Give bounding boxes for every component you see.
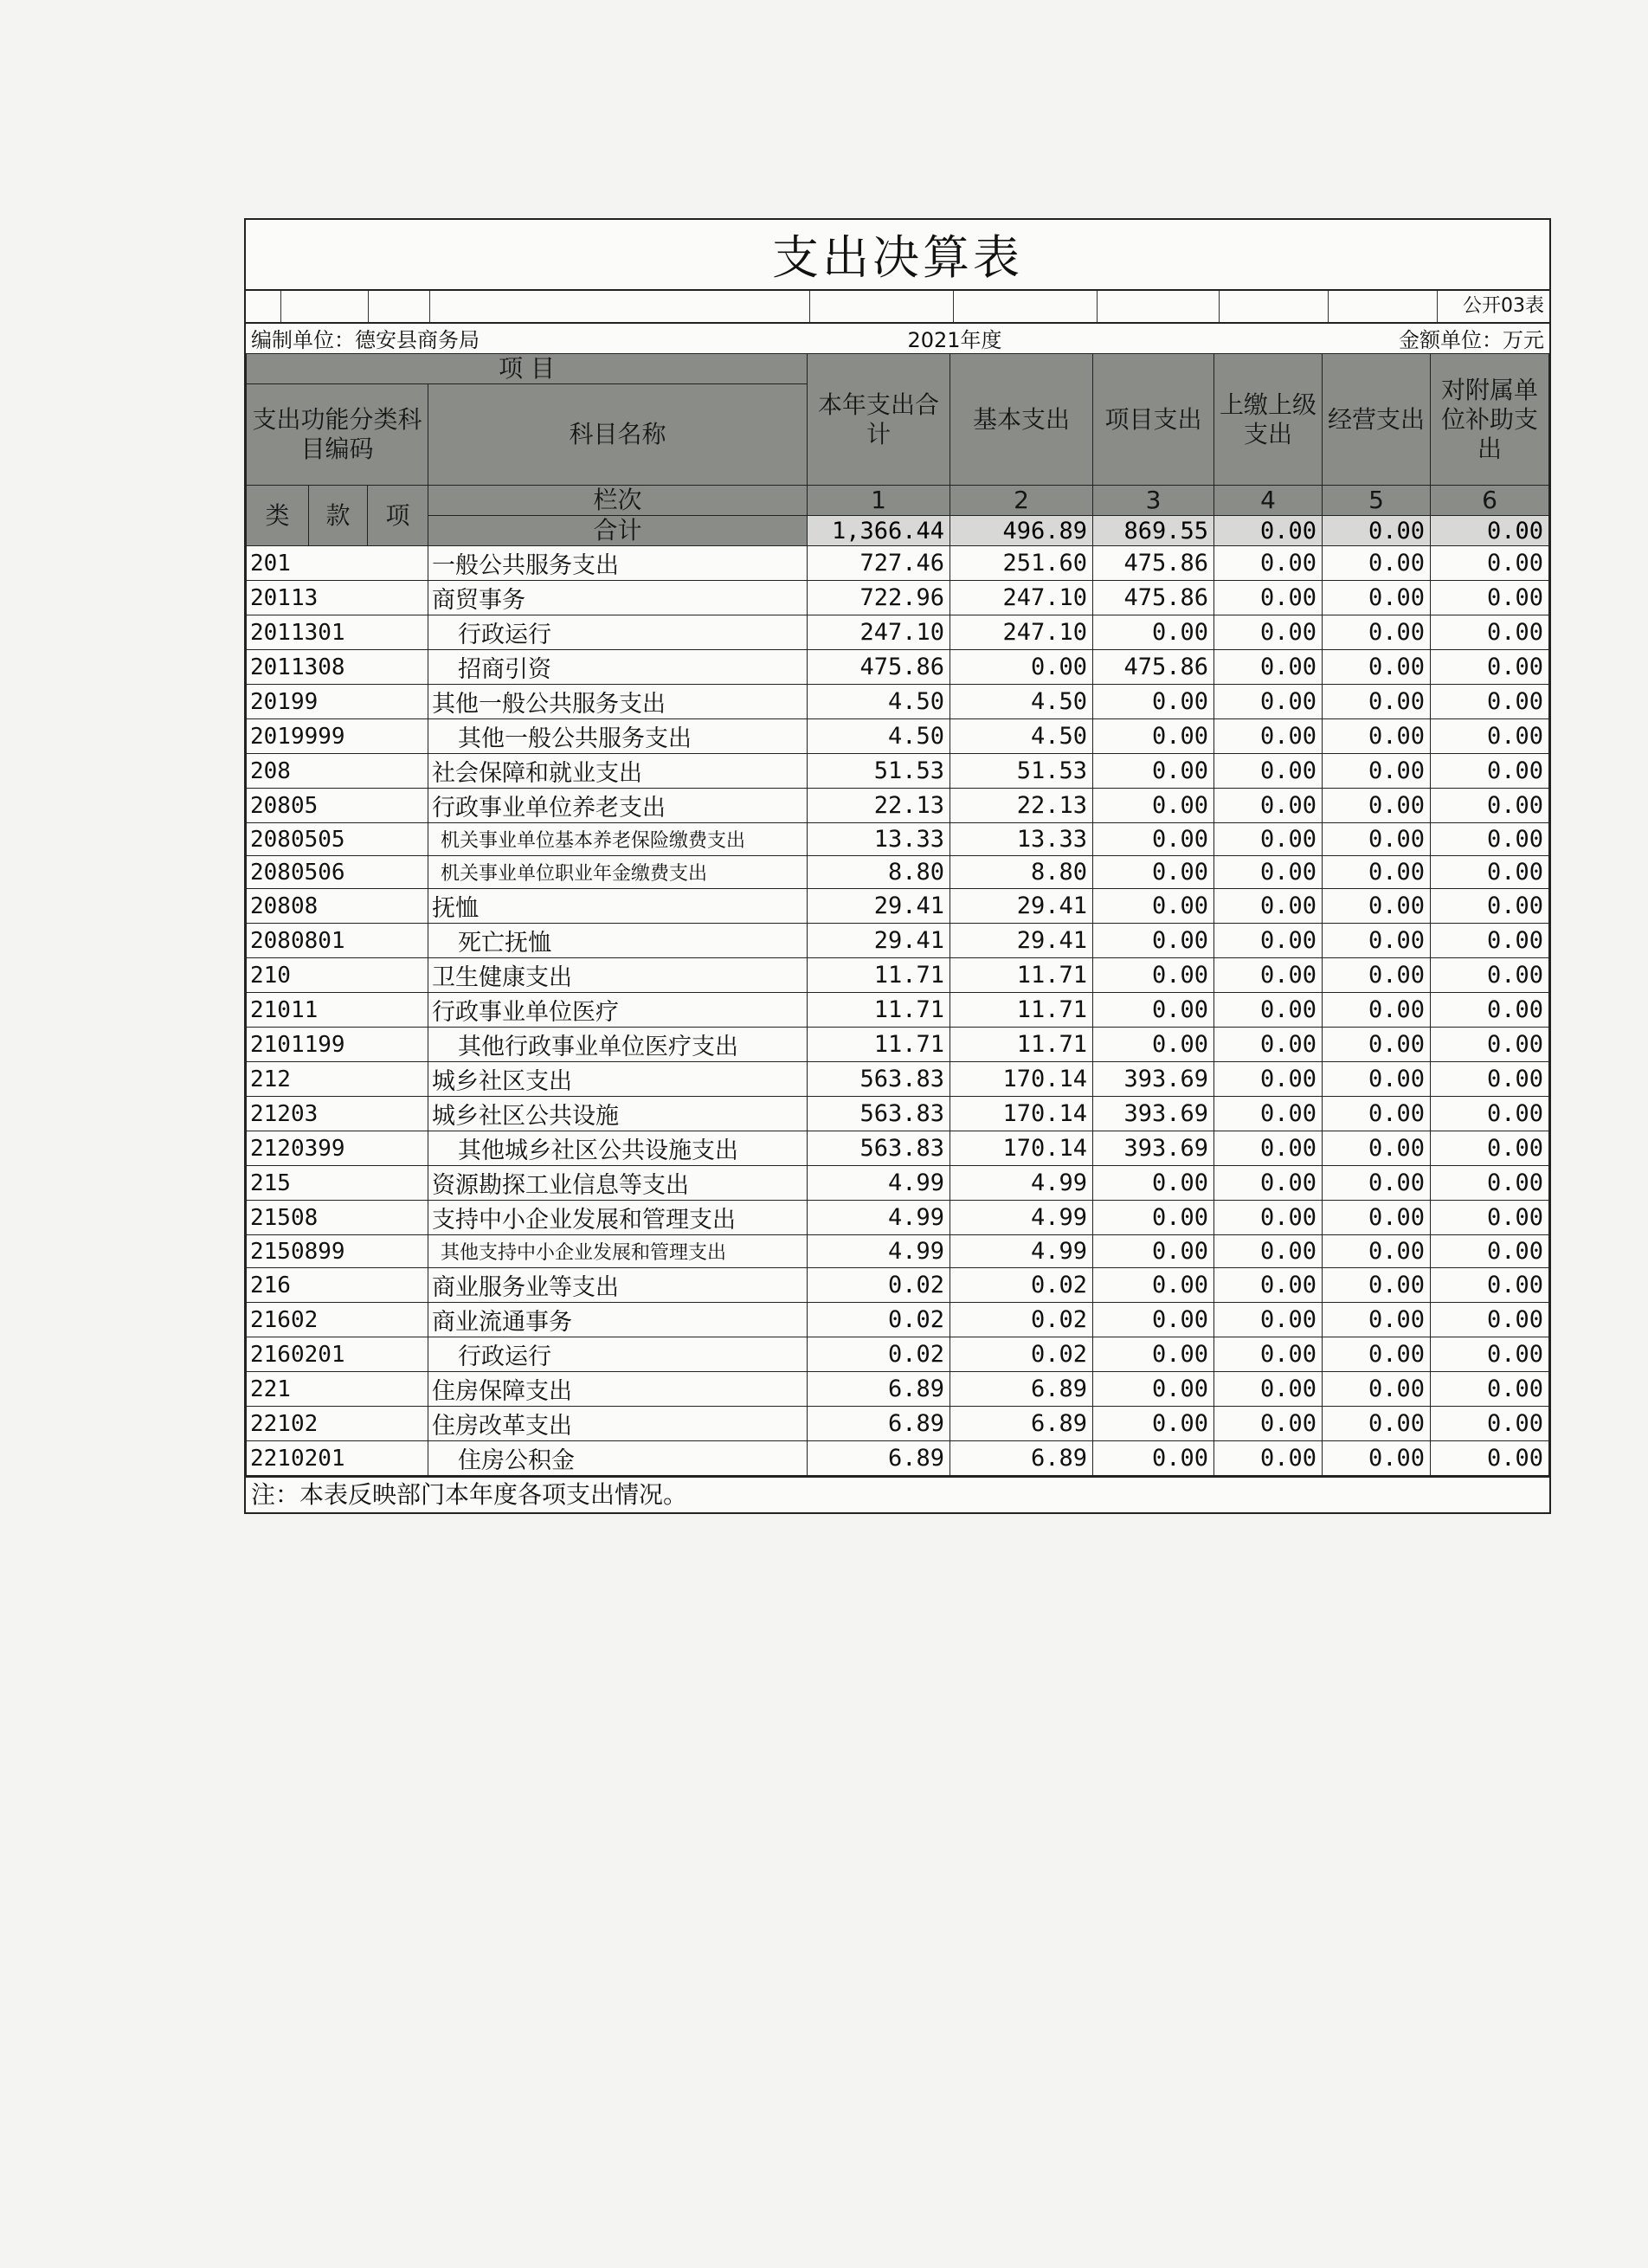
amount-cell: 0.00 — [1431, 823, 1549, 856]
table-row — [247, 1407, 1549, 1441]
amount-cell: 6.89 — [808, 1372, 950, 1407]
header-code-group: 支出功能分类科目编码 — [247, 384, 428, 486]
col-header-subsidy: 对附属单位补助支出 — [1431, 354, 1549, 486]
amount-cell: 0.00 — [1323, 924, 1431, 958]
amount-cell: 0.00 — [1323, 1268, 1431, 1303]
amount-cell: 0.00 — [1093, 993, 1214, 1028]
amount-cell: 0.00 — [1214, 823, 1323, 856]
subject-name: 行政事业单位医疗 — [428, 993, 808, 1028]
amount-cell: 0.00 — [1214, 993, 1323, 1028]
amount-cell: 247.10 — [950, 615, 1093, 650]
subject-code: 2120399 — [247, 1131, 428, 1166]
amount-cell: 0.00 — [1214, 1303, 1323, 1337]
table-row — [247, 1131, 1549, 1166]
amount-cell: 475.86 — [1093, 650, 1214, 685]
table-row — [247, 1235, 1549, 1268]
amount-cell: 0.00 — [1214, 1166, 1323, 1201]
amount-cell: 0.00 — [1093, 889, 1214, 924]
amount-cell: 13.33 — [808, 823, 950, 856]
col-num-2: 2 — [950, 486, 1093, 516]
unit-label: 金额单位：万元 — [1399, 328, 1544, 352]
amount-cell: 51.53 — [950, 754, 1093, 789]
amount-cell: 4.50 — [808, 685, 950, 719]
amount-cell: 0.00 — [1214, 1235, 1323, 1268]
subject-name: 住房公积金 — [428, 1441, 808, 1476]
subject-code: 2101199 — [247, 1028, 428, 1062]
amount-cell: 0.00 — [1323, 993, 1431, 1028]
amount-cell: 0.00 — [1214, 1028, 1323, 1062]
amount-cell: 4.99 — [950, 1201, 1093, 1235]
meta-grid-row — [246, 291, 1549, 324]
amount-cell: 0.00 — [1093, 1235, 1214, 1268]
subject-code: 216 — [247, 1268, 428, 1303]
amount-cell: 0.00 — [1323, 685, 1431, 719]
amount-cell: 0.02 — [808, 1303, 950, 1337]
col-header-basic: 基本支出 — [950, 354, 1093, 486]
amount-cell: 0.00 — [1214, 650, 1323, 685]
col-num-4: 4 — [1214, 486, 1323, 516]
amount-cell: 0.00 — [1431, 1028, 1549, 1062]
total-label: 合计 — [428, 516, 808, 546]
subject-name: 社会保障和就业支出 — [428, 754, 808, 789]
table-row — [247, 685, 1549, 719]
amount-cell: 29.41 — [950, 889, 1093, 924]
subject-code: 21011 — [247, 993, 428, 1028]
amount-cell: 0.00 — [1431, 1097, 1549, 1131]
subject-code: 2080505 — [247, 823, 428, 856]
amount-cell: 0.00 — [1214, 924, 1323, 958]
amount-cell: 0.00 — [1323, 789, 1431, 823]
table-row — [247, 1303, 1549, 1337]
subject-name: 招商引资 — [428, 650, 808, 685]
amount-cell: 6.89 — [950, 1372, 1093, 1407]
subject-code: 20199 — [247, 685, 428, 719]
total-value: 0.00 — [1323, 516, 1431, 546]
amount-cell: 0.00 — [1093, 1303, 1214, 1337]
subject-name: 资源勘探工业信息等支出 — [428, 1166, 808, 1201]
amount-cell: 6.89 — [808, 1441, 950, 1476]
subject-name: 住房保障支出 — [428, 1372, 808, 1407]
amount-cell: 0.00 — [1214, 889, 1323, 924]
subject-code: 20808 — [247, 889, 428, 924]
amount-cell: 6.89 — [950, 1441, 1093, 1476]
table-row — [247, 924, 1549, 958]
amount-cell: 0.00 — [1323, 615, 1431, 650]
amount-cell: 0.00 — [1431, 993, 1549, 1028]
col-header-remit: 上缴上级支出 — [1214, 354, 1323, 486]
subject-code: 201 — [247, 546, 428, 581]
subject-name: 商业服务业等支出 — [428, 1268, 808, 1303]
table-row — [247, 1372, 1549, 1407]
amount-cell: 29.41 — [950, 924, 1093, 958]
amount-cell: 6.89 — [950, 1407, 1093, 1441]
subject-name: 行政运行 — [428, 615, 808, 650]
subject-name: 行政运行 — [428, 1337, 808, 1372]
amount-cell: 4.99 — [808, 1201, 950, 1235]
amount-cell: 0.00 — [1431, 719, 1549, 754]
amount-cell: 0.00 — [1214, 1201, 1323, 1235]
amount-cell: 0.00 — [1431, 1062, 1549, 1097]
amount-cell: 0.00 — [1214, 581, 1323, 615]
amount-cell: 0.00 — [1431, 856, 1549, 889]
amount-cell: 0.00 — [1214, 546, 1323, 581]
amount-cell: 11.71 — [808, 1028, 950, 1062]
amount-cell: 0.00 — [1323, 1235, 1431, 1268]
amount-cell: 0.00 — [1214, 789, 1323, 823]
amount-cell: 0.00 — [1431, 1268, 1549, 1303]
table-row — [247, 1201, 1549, 1235]
subject-name: 商贸事务 — [428, 581, 808, 615]
amount-cell: 0.00 — [1093, 1372, 1214, 1407]
total-value: 0.00 — [1431, 516, 1549, 546]
amount-cell: 0.00 — [1323, 650, 1431, 685]
amount-cell: 8.80 — [808, 856, 950, 889]
total-value: 496.89 — [950, 516, 1093, 546]
amount-cell: 393.69 — [1093, 1131, 1214, 1166]
amount-cell: 0.00 — [1431, 754, 1549, 789]
amount-cell: 0.00 — [1323, 581, 1431, 615]
amount-cell: 0.00 — [1093, 685, 1214, 719]
amount-cell: 4.50 — [808, 719, 950, 754]
amount-cell: 0.00 — [1323, 1407, 1431, 1441]
table-row — [247, 1062, 1549, 1097]
subject-name: 其他一般公共服务支出 — [428, 719, 808, 754]
subject-code: 221 — [247, 1372, 428, 1407]
table-row — [247, 823, 1549, 856]
amount-cell: 0.00 — [1093, 719, 1214, 754]
amount-cell: 0.00 — [1093, 1201, 1214, 1235]
subject-name: 其他支持中小企业发展和管理支出 — [428, 1235, 808, 1268]
amount-cell: 0.02 — [950, 1337, 1093, 1372]
amount-cell: 0.00 — [1323, 1062, 1431, 1097]
header-lei: 类 — [247, 486, 309, 546]
subject-code: 212 — [247, 1062, 428, 1097]
amount-cell: 563.83 — [808, 1131, 950, 1166]
amount-cell: 393.69 — [1093, 1097, 1214, 1131]
amount-cell: 0.00 — [1323, 823, 1431, 856]
amount-cell: 251.60 — [950, 546, 1093, 581]
amount-cell: 0.00 — [1214, 1097, 1323, 1131]
subject-name: 支持中小企业发展和管理支出 — [428, 1201, 808, 1235]
amount-cell: 0.02 — [950, 1268, 1093, 1303]
amount-cell: 0.02 — [950, 1303, 1093, 1337]
amount-cell: 0.00 — [1431, 924, 1549, 958]
subject-code: 2019999 — [247, 719, 428, 754]
amount-cell: 0.00 — [1323, 1097, 1431, 1131]
table-row — [247, 856, 1549, 889]
table-row — [247, 1097, 1549, 1131]
amount-cell: 0.00 — [1431, 581, 1549, 615]
amount-cell: 0.00 — [1214, 1372, 1323, 1407]
amount-cell: 4.50 — [950, 685, 1093, 719]
amount-cell: 0.00 — [1431, 789, 1549, 823]
amount-cell: 0.00 — [1093, 1028, 1214, 1062]
amount-cell: 29.41 — [808, 889, 950, 924]
subject-code: 2011308 — [247, 650, 428, 685]
subject-code: 2011301 — [247, 615, 428, 650]
amount-cell: 0.00 — [1323, 719, 1431, 754]
subject-name: 其他城乡社区公共设施支出 — [428, 1131, 808, 1166]
subject-code: 208 — [247, 754, 428, 789]
amount-cell: 0.00 — [1431, 1337, 1549, 1372]
amount-cell: 0.00 — [1093, 1166, 1214, 1201]
amount-cell: 0.00 — [1431, 1166, 1549, 1201]
total-value: 0.00 — [1214, 516, 1323, 546]
amount-cell: 0.00 — [1093, 823, 1214, 856]
expenditure-table — [246, 353, 1549, 1476]
subject-code: 215 — [247, 1166, 428, 1201]
subject-code: 2210201 — [247, 1441, 428, 1476]
subject-name: 其他行政事业单位医疗支出 — [428, 1028, 808, 1062]
subject-name: 抚恤 — [428, 889, 808, 924]
subject-code: 22102 — [247, 1407, 428, 1441]
table-body — [247, 546, 1549, 1476]
subject-name: 死亡抚恤 — [428, 924, 808, 958]
table-row — [247, 719, 1549, 754]
col-num-5: 5 — [1323, 486, 1431, 516]
amount-cell: 0.00 — [1093, 924, 1214, 958]
amount-cell: 0.00 — [950, 650, 1093, 685]
amount-cell: 0.02 — [808, 1268, 950, 1303]
amount-cell: 0.00 — [1214, 1407, 1323, 1441]
table-row — [247, 1441, 1549, 1476]
amount-cell: 0.00 — [1093, 1407, 1214, 1441]
amount-cell: 11.71 — [808, 958, 950, 993]
col-header-operation: 经营支出 — [1323, 354, 1431, 486]
table-row — [247, 581, 1549, 615]
amount-cell: 0.00 — [1323, 546, 1431, 581]
table-row — [247, 889, 1549, 924]
amount-cell: 563.83 — [808, 1062, 950, 1097]
amount-cell: 0.00 — [1214, 856, 1323, 889]
col-num-6: 6 — [1431, 486, 1549, 516]
amount-cell: 29.41 — [808, 924, 950, 958]
subject-code: 20805 — [247, 789, 428, 823]
amount-cell: 0.00 — [1431, 546, 1549, 581]
amount-cell: 0.00 — [1431, 650, 1549, 685]
subject-code: 210 — [247, 958, 428, 993]
amount-cell: 4.99 — [950, 1235, 1093, 1268]
amount-cell: 11.71 — [808, 993, 950, 1028]
col-header-project: 项目支出 — [1093, 354, 1214, 486]
amount-cell: 0.00 — [1214, 1131, 1323, 1166]
subject-name: 城乡社区公共设施 — [428, 1097, 808, 1131]
header-lanci: 栏次 — [428, 486, 808, 516]
amount-cell: 0.00 — [1093, 1268, 1214, 1303]
amount-cell: 0.00 — [1323, 1131, 1431, 1166]
col-num-3: 3 — [1093, 486, 1214, 516]
subject-code: 2080801 — [247, 924, 428, 958]
amount-cell: 0.00 — [1323, 754, 1431, 789]
subject-name: 城乡社区支出 — [428, 1062, 808, 1097]
header-item: 项 目 — [247, 354, 808, 384]
amount-cell: 0.00 — [1431, 685, 1549, 719]
subject-code: 21203 — [247, 1097, 428, 1131]
amount-cell: 170.14 — [950, 1131, 1093, 1166]
amount-cell: 0.00 — [1431, 958, 1549, 993]
amount-cell: 0.00 — [1431, 1235, 1549, 1268]
amount-cell: 0.00 — [1431, 1407, 1549, 1441]
subject-name: 一般公共服务支出 — [428, 546, 808, 581]
amount-cell: 0.00 — [1431, 1441, 1549, 1476]
amount-cell: 0.00 — [1323, 1337, 1431, 1372]
amount-cell: 0.00 — [1093, 958, 1214, 993]
amount-cell: 22.13 — [808, 789, 950, 823]
col-num-1: 1 — [808, 486, 950, 516]
table-row — [247, 615, 1549, 650]
subject-code: 2150899 — [247, 1235, 428, 1268]
amount-cell: 170.14 — [950, 1062, 1093, 1097]
amount-cell: 0.00 — [1093, 856, 1214, 889]
subject-code: 2160201 — [247, 1337, 428, 1372]
amount-cell: 0.00 — [1431, 1303, 1549, 1337]
amount-cell: 4.99 — [808, 1235, 950, 1268]
table-row — [247, 1028, 1549, 1062]
amount-cell: 475.86 — [808, 650, 950, 685]
amount-cell: 247.10 — [808, 615, 950, 650]
total-value: 869.55 — [1093, 516, 1214, 546]
table-row — [247, 789, 1549, 823]
amount-cell: 563.83 — [808, 1097, 950, 1131]
amount-cell: 13.33 — [950, 823, 1093, 856]
amount-cell: 247.10 — [950, 581, 1093, 615]
page-title: 支出决算表 — [246, 220, 1549, 291]
header-kuan: 款 — [309, 486, 368, 546]
amount-cell: 0.00 — [1323, 1441, 1431, 1476]
amount-cell: 722.96 — [808, 581, 950, 615]
total-value: 1,366.44 — [808, 516, 950, 546]
footnote: 注：本表反映部门本年度各项支出情况。 — [246, 1476, 1549, 1512]
subject-name: 行政事业单位养老支出 — [428, 789, 808, 823]
amount-cell: 0.00 — [1431, 1372, 1549, 1407]
subject-name: 住房改革支出 — [428, 1407, 808, 1441]
amount-cell: 0.00 — [1431, 1131, 1549, 1166]
form-number: 公开03表 — [1463, 295, 1544, 317]
header-subject-name: 科目名称 — [428, 384, 808, 486]
table-row — [247, 1268, 1549, 1303]
amount-cell: 393.69 — [1093, 1062, 1214, 1097]
amount-cell: 11.71 — [950, 993, 1093, 1028]
subject-name: 其他一般公共服务支出 — [428, 685, 808, 719]
table-row — [247, 650, 1549, 685]
subject-code: 2080506 — [247, 856, 428, 889]
amount-cell: 0.00 — [1431, 615, 1549, 650]
amount-cell: 8.80 — [950, 856, 1093, 889]
meta-info-row — [246, 324, 1549, 353]
amount-cell: 6.89 — [808, 1407, 950, 1441]
amount-cell: 475.86 — [1093, 546, 1214, 581]
amount-cell: 51.53 — [808, 754, 950, 789]
subject-code: 20113 — [247, 581, 428, 615]
amount-cell: 475.86 — [1093, 581, 1214, 615]
expenditure-table-sheet — [244, 218, 1551, 1514]
amount-cell: 0.00 — [1323, 856, 1431, 889]
amount-cell: 0.00 — [1093, 1441, 1214, 1476]
org-label: 编制单位：德安县商务局 — [251, 328, 480, 352]
table-row — [247, 546, 1549, 581]
header-xiang: 项 — [368, 486, 428, 546]
amount-cell: 0.00 — [1323, 1303, 1431, 1337]
amount-cell: 4.99 — [950, 1166, 1093, 1201]
amount-cell: 0.00 — [1323, 1201, 1431, 1235]
amount-cell: 0.00 — [1214, 754, 1323, 789]
amount-cell: 0.00 — [1431, 889, 1549, 924]
amount-cell: 0.00 — [1093, 615, 1214, 650]
table-row — [247, 754, 1549, 789]
amount-cell: 0.00 — [1214, 1268, 1323, 1303]
amount-cell: 0.00 — [1323, 958, 1431, 993]
amount-cell: 22.13 — [950, 789, 1093, 823]
amount-cell: 0.00 — [1323, 1166, 1431, 1201]
year-label: 2021年度 — [907, 328, 1002, 352]
amount-cell: 0.00 — [1093, 1337, 1214, 1372]
amount-cell: 0.00 — [1214, 1441, 1323, 1476]
amount-cell: 0.02 — [808, 1337, 950, 1372]
amount-cell: 0.00 — [1093, 754, 1214, 789]
table-row — [247, 1166, 1549, 1201]
amount-cell: 0.00 — [1214, 1337, 1323, 1372]
subject-name: 机关事业单位职业年金缴费支出 — [428, 856, 808, 889]
amount-cell: 727.46 — [808, 546, 950, 581]
amount-cell: 11.71 — [950, 1028, 1093, 1062]
col-header-total: 本年支出合计 — [808, 354, 950, 486]
amount-cell: 0.00 — [1431, 1201, 1549, 1235]
amount-cell: 0.00 — [1093, 789, 1214, 823]
subject-name: 卫生健康支出 — [428, 958, 808, 993]
table-row — [247, 958, 1549, 993]
amount-cell: 0.00 — [1214, 958, 1323, 993]
amount-cell: 11.71 — [950, 958, 1093, 993]
subject-code: 21602 — [247, 1303, 428, 1337]
amount-cell: 0.00 — [1214, 719, 1323, 754]
amount-cell: 170.14 — [950, 1097, 1093, 1131]
subject-name: 机关事业单位基本养老保险缴费支出 — [428, 823, 808, 856]
subject-name: 商业流通事务 — [428, 1303, 808, 1337]
amount-cell: 4.99 — [808, 1166, 950, 1201]
amount-cell: 0.00 — [1323, 1028, 1431, 1062]
table-row — [247, 993, 1549, 1028]
amount-cell: 0.00 — [1214, 685, 1323, 719]
amount-cell: 0.00 — [1214, 615, 1323, 650]
amount-cell: 0.00 — [1214, 1062, 1323, 1097]
amount-cell: 0.00 — [1323, 889, 1431, 924]
amount-cell: 4.50 — [950, 719, 1093, 754]
subject-code: 21508 — [247, 1201, 428, 1235]
amount-cell: 0.00 — [1323, 1372, 1431, 1407]
table-row — [247, 1337, 1549, 1372]
